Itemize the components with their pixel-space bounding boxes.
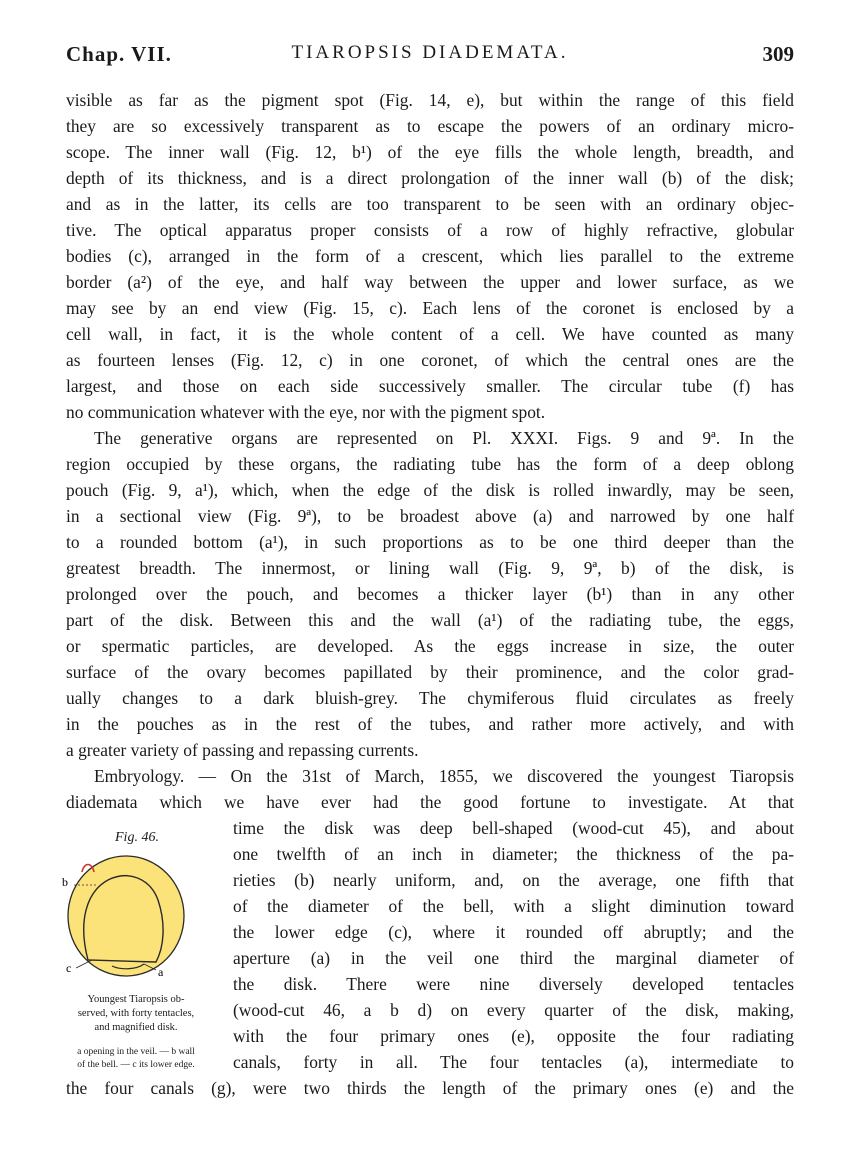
wrap-text-line: the disk. There were nine diversely developed tentacles <box>233 974 794 994</box>
wrap-text-line: with the four primary ones (e), opposite the four radiating <box>233 1026 794 1046</box>
text-line: in the pouches as in the rest of the tubes, and rather more actively, and with <box>66 714 794 734</box>
text-line: as fourteen lenses (Fig. 12, c) in one coronet, of which the central ones are the <box>66 350 794 370</box>
wrap-text-line: aperture (a) in the veil one third the marginal diameter of <box>233 948 794 968</box>
text-line: The generative organs are represented on Pl. XXXI. Figs. 9 and 9ª. In the <box>94 428 794 448</box>
wrap-text-line: of the diameter of the bell, with a slight diminution toward <box>233 896 794 916</box>
letter-a: a <box>158 965 164 979</box>
text-line: bodies (c), arranged in the form of a crescent, which lies parallel to the extreme <box>66 246 794 266</box>
chapter-label: Chap. VII. <box>66 42 172 66</box>
running-header <box>66 42 794 72</box>
text-line: a greater variety of passing and repassing currents. <box>66 740 419 760</box>
wrap-text-line: (wood-cut 46, a b d) on every quarter of the disk, making, <box>233 1000 794 1020</box>
woodcut-figure <box>48 852 198 984</box>
text-line: largest, and those on each side successively smaller. The circular tube (f) has <box>66 376 794 396</box>
text-line: tive. The optical apparatus proper consists of a row of highly refractive, globular <box>66 220 794 240</box>
text-line: prolonged over the pouch, and becomes a thicker layer (b¹) than in any other <box>66 584 794 604</box>
wrap-text-line: rieties (b) nearly uniform, and, on the average, one fifth that <box>233 870 794 890</box>
text-line: may see by an end view (Fig. 15, c). Each lens of the coronet is enclosed by a <box>66 298 794 318</box>
text-line: scope. The inner wall (Fig. 12, b¹) of the eye fills the whole length, breadth, and <box>66 142 794 162</box>
wrap-text-line: canals, forty in all. The four tentacles (a), intermediate to <box>233 1052 794 1072</box>
legend-2: of the bell. — c its lower edge. <box>77 1060 195 1070</box>
text-line: ually changes to a dark bluish-grey. The chymiferous fluid circulates as freely <box>66 688 794 708</box>
text-line: visible as far as the pigment spot (Fig. 14, e), but within the range of this field <box>66 90 794 110</box>
letter-b: b <box>62 875 68 889</box>
wrap-text-line: time the disk was deep bell-shaped (wood-cut 45), and about <box>233 818 794 838</box>
text-line: surface of the ovary becomes papillated by their prominence, and the color grad- <box>66 662 794 682</box>
running-title: TIAROPSIS DIADEMATA. <box>291 42 569 63</box>
wrap-text-line: the lower edge (c), where it rounded off abruptly; and the <box>233 922 794 942</box>
text-line: region occupied by these organs, the radiating tube has the form of a deep oblong <box>66 454 794 474</box>
letter-c: c <box>66 961 72 975</box>
text-line: greatest breadth. The innermost, or lining wall (Fig. 9, 9ª, b) of the disk, is <box>66 558 794 578</box>
final-text-line: the four canals (g), were two thirds the length of the primary ones (e) and the <box>66 1078 794 1098</box>
text-line: cell wall, in fact, it is the whole content of a cell. We have counted as many <box>66 324 794 344</box>
text-line: and as in the latter, its cells are too transparent to be seen with an ordinary objec- <box>66 194 794 214</box>
text-line: they are so excessively transparent as to escape the powers of an ordinary micro- <box>66 116 794 136</box>
text-line: pouch (Fig. 9, a¹), which, when the edge of the disk is rolled inwardly, may be seen, <box>66 480 794 500</box>
text-line: depth of its thickness, and is a direct prolongation of the inner wall (b) of the disk; <box>66 168 794 188</box>
leader-c <box>76 960 92 968</box>
caption-3: and magnified disk. <box>94 1022 178 1033</box>
caption-2: served, with forty tentacles, <box>77 1008 195 1019</box>
text-line: diademata which we have ever had the good fortune to investigate. At that <box>66 792 794 812</box>
text-line: Embryology. — On the 31st of March, 1855, we discovered the youngest Tiaropsis <box>94 766 794 786</box>
caption-1: Youngest Tiaropsis ob- <box>87 994 185 1005</box>
text-line: in a sectional view (Fig. 9ª), to be broadest above (a) and narrowed by one half <box>66 506 794 526</box>
text-line: or spermatic particles, are developed. As the eggs increase in size, the outer <box>66 636 794 656</box>
figure-label: Fig. 46. <box>115 830 159 845</box>
wrap-text-line: one twelfth of an inch in diameter; the thickness of the pa- <box>233 844 794 864</box>
page-number: 309 <box>762 42 794 66</box>
legend-1: a opening in the veil. — b wall <box>77 1047 195 1057</box>
text-line: border (a²) of the eye, and half way between the upper and lower surface, as we <box>66 272 794 292</box>
text-line: no communication whatever with the eye, nor with the pigment spot. <box>66 402 546 422</box>
text-line: to a rounded bottom (a¹), in such proportions as to be one third deeper than the <box>66 532 794 552</box>
text-line: part of the disk. Between this and the wall (a¹) of the radiating tube, the eggs, <box>66 610 794 630</box>
